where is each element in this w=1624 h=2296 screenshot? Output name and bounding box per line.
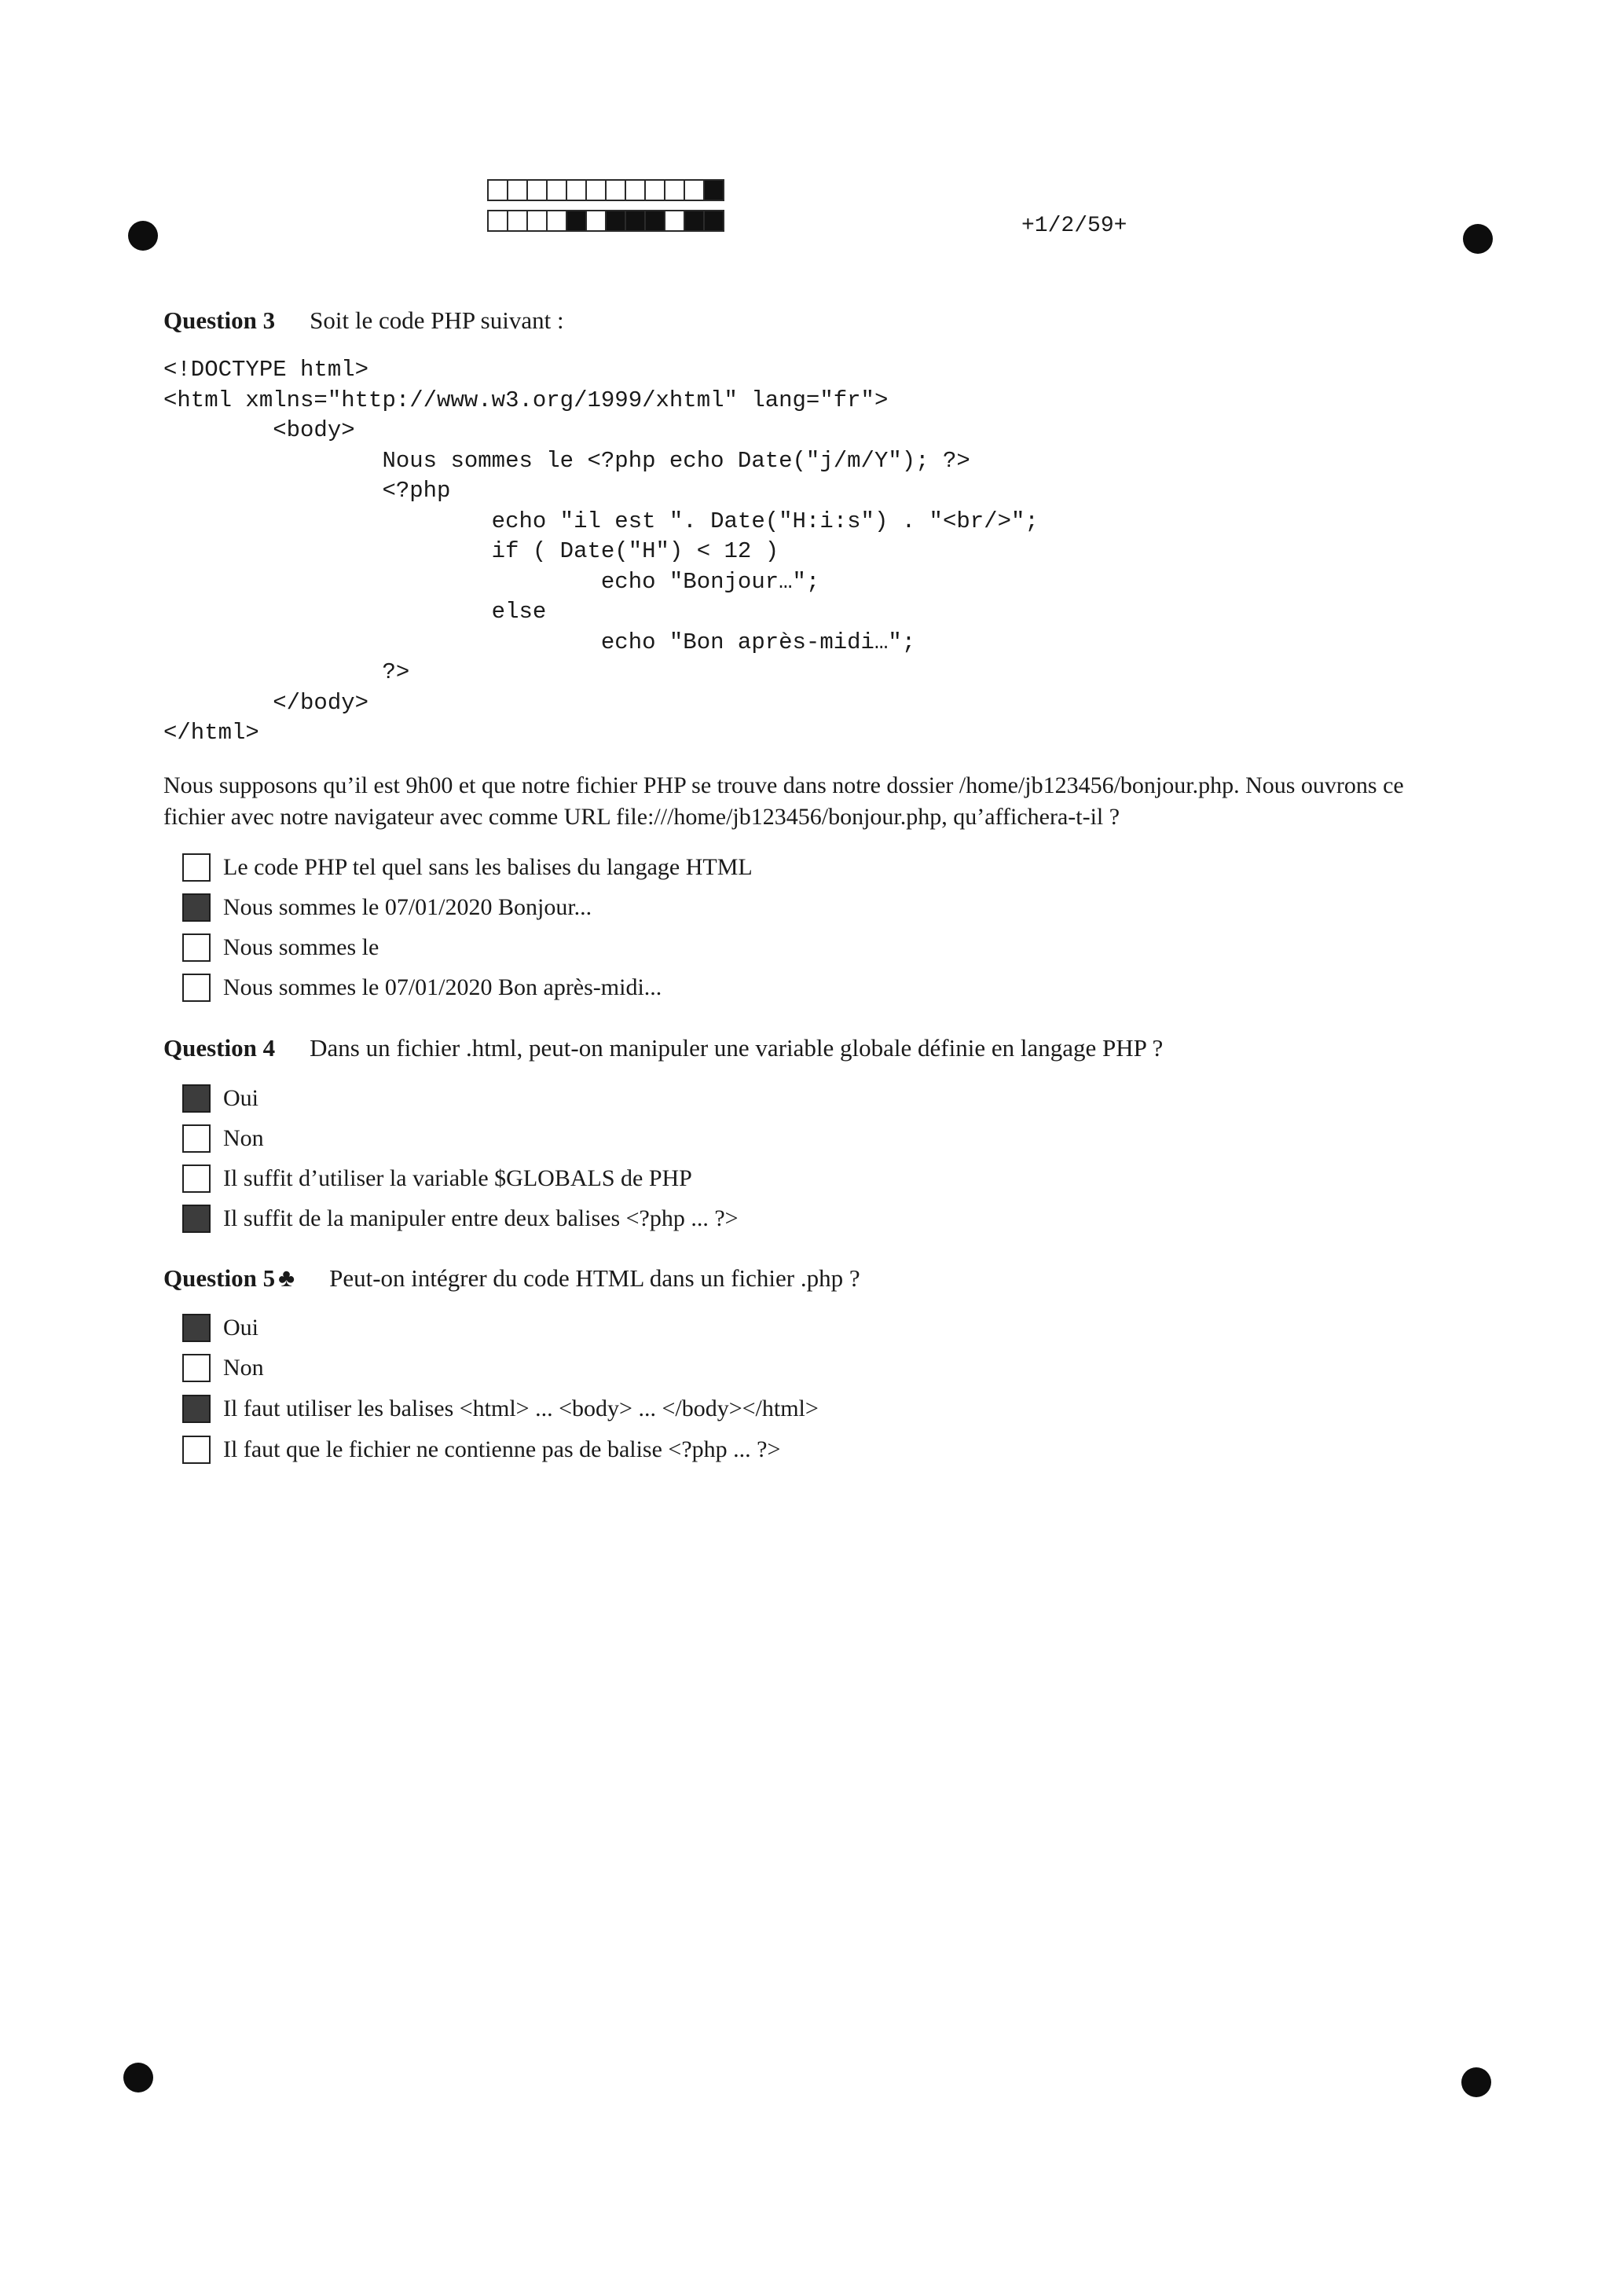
registration-dot-top-right [1463,224,1493,254]
checkbox[interactable] [182,933,211,962]
barcode-top [487,179,723,201]
barcode-cell [526,210,548,232]
q4-option-4[interactable] [182,1205,739,1233]
option-label: Oui [223,1085,258,1111]
option-label: Il faut que le fichier ne contienne pas de balise <?php ... ?> [223,1436,781,1462]
option-label: Il suffit d’utiliser la variable $GLOBALS de PHP [223,1165,692,1191]
checkbox[interactable] [182,1205,211,1233]
registration-dot-top-left [128,221,158,251]
checkbox[interactable] [182,1165,211,1193]
q5-option-4[interactable] [182,1436,780,1464]
option-label: Le code PHP tel quel sans les balises du langage HTML [223,854,753,880]
q3-option-4[interactable] [182,974,662,1002]
question-number: Question 5 ♣ [163,1264,295,1292]
checkbox[interactable] [182,974,211,1002]
checkbox[interactable] [182,853,211,882]
option-label: Non [223,1125,264,1151]
option-label: Nous sommes le 07/01/2020 Bonjour... [223,894,592,920]
q5-option-1[interactable] [182,1314,258,1342]
option-label: Non [223,1355,264,1381]
q3-option-2[interactable] [182,893,592,922]
q5-option-3[interactable] [182,1395,819,1423]
barcode-cell [507,179,528,201]
barcode-cell [546,179,567,201]
q3-option-1[interactable] [182,853,753,882]
registration-dot-bottom-left [123,2063,153,2092]
checkbox[interactable] [182,1354,211,1382]
barcode-cell [703,210,724,232]
option-label: Oui [223,1315,258,1341]
barcode-cell [684,179,705,201]
question-text: Peut-on intégrer du code HTML dans un fichier .php ? [329,1264,860,1292]
question-3-paragraph: Nous supposons qu’il est 9h00 et que notre fichier PHP se trouve dans notre dossier /home/jb123456/bonjour.php. Nous ouvrons ce fichier avec notre navigateur avec comme URL file:///home/jb123456/bonjour.php, qu’affichera-t-il ? [163,772,1404,830]
barcode-cell [664,210,685,232]
barcode-cell [644,179,665,201]
barcode-cell [703,179,724,201]
question-text: Soit le code PHP suivant : [310,306,564,334]
q3-option-3[interactable] [182,933,379,962]
question-5-header [163,1264,860,1293]
barcode-cell [566,210,587,232]
option-label: Nous sommes le [223,934,379,960]
checkbox[interactable] [182,1084,211,1113]
q4-option-3[interactable] [182,1165,692,1193]
barcode-cell [585,179,607,201]
checkbox[interactable] [182,1314,211,1342]
checkbox[interactable] [182,893,211,922]
barcode-cell [585,210,607,232]
q5-option-2[interactable] [182,1354,264,1382]
page-id: +1/2/59+ [1021,214,1127,238]
barcode-cell [625,210,646,232]
q4-option-1[interactable] [182,1084,258,1113]
barcode-cell [605,179,626,201]
checkbox[interactable] [182,1395,211,1423]
barcode-cell [605,210,626,232]
barcode-cell [664,179,685,201]
question-3-header [163,306,564,335]
checkbox[interactable] [182,1124,211,1153]
barcode-cell [566,179,587,201]
checkbox[interactable] [182,1436,211,1464]
option-label: Il suffit de la manipuler entre deux balises <?php ... ?> [223,1205,739,1231]
barcode-cell [644,210,665,232]
option-label: Nous sommes le 07/01/2020 Bon après-midi... [223,974,662,1000]
option-label: Il faut utiliser les balises <html> ... <body> ... </body></html> [223,1396,819,1421]
barcode-cell [526,179,548,201]
club-icon: ♣ [278,1264,295,1292]
registration-dot-bottom-right [1461,2067,1491,2097]
barcode-cell [487,179,508,201]
barcode-bottom [487,210,723,232]
barcode-cell [625,179,646,201]
question-4-header [163,1034,1163,1062]
q4-option-2[interactable] [182,1124,264,1153]
barcode-cell [684,210,705,232]
php-code-block: <!DOCTYPE html> <html xmlns="http://www.w3.org/1999/xhtml" lang="fr"> <body> Nous sommes le <?php echo Date("j/m/Y"); ?> <?php echo "il est ". Date("H:i:s") . "<br/>"; if ( Date("H") < 12 ) echo "Bonjour…"; else echo "Bon après-midi…"; ?> </body> </html> [163,357,1039,746]
barcode-cell [487,210,508,232]
question-number: Question 4 [163,1034,276,1062]
question-text: Dans un fichier .html, peut-on manipuler une variable globale définie en langage PHP ? [310,1034,1164,1062]
barcode-cell [546,210,567,232]
question-number: Question 3 [163,306,276,334]
barcode-cell [507,210,528,232]
